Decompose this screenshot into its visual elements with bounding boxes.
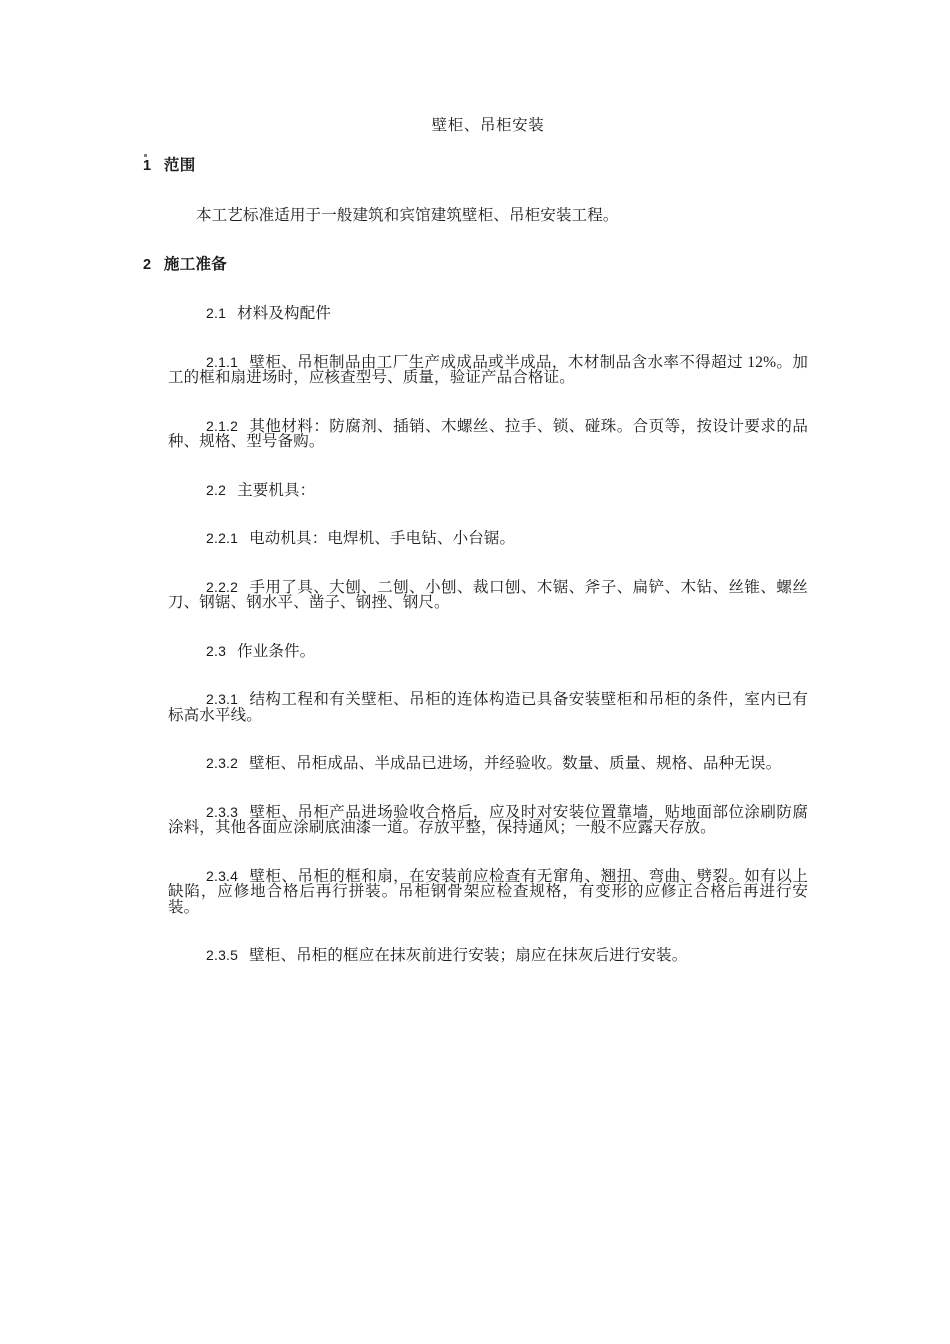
item-text-2-1-1: 壁柜、吊柜制品由工厂生产成成品或半成品，木材制品含水率不得超过 12%。加工的框和扇进场时，应核查型号、质量，验证产品合格证。 bbox=[168, 353, 808, 386]
item-2-2-2 bbox=[143, 580, 808, 611]
item-2-1-2 bbox=[143, 419, 808, 450]
item-2-3-3 bbox=[143, 805, 808, 836]
item-text-2-3-3: 壁柜、吊柜产品进场验收合格后，应及时对安装位置靠墙，贴地面部位涂刷防腐涂料，其他各面应涂刷底油漆一道。存放平整，保持通风；一般不应露天存放。 bbox=[168, 803, 808, 836]
item-text-2-3-2: 壁柜、吊柜成品、半成品已进场，并经验收。数量、质量、规格、品种无误。 bbox=[249, 755, 782, 772]
subheading-text-2-1: 材料及构配件 bbox=[237, 305, 331, 322]
item-text-2-1-2: 其他材料：防腐剂、插销、木螺丝、拉手、锁、碰珠。合页等，按设计要求的品种、规格、型号备购。 bbox=[168, 417, 808, 450]
subheading-2-3 bbox=[143, 644, 808, 660]
item-2-2-1 bbox=[143, 531, 808, 547]
subheading-2-2 bbox=[143, 483, 808, 499]
page-title: 壁柜、吊柜安装 bbox=[431, 117, 545, 134]
item-number-2-1-2: 2.1.2 bbox=[206, 417, 239, 434]
item-number-2-1-1: 2.1.1 bbox=[206, 353, 239, 370]
subheading-text-2-3: 作业条件。 bbox=[237, 642, 316, 660]
subheading-text-2-2: 主要机具： bbox=[237, 481, 316, 499]
item-text-2-3-5: 壁柜、吊柜的框应在抹灰前进行安装；扇应在抹灰后进行安装。 bbox=[249, 947, 688, 964]
item-text-2-2-2: 手用了具、大刨、二刨、小刨、裁口刨、木锯、斧子、扁铲、木钻、丝锥、螺丝刀、钢锯、钢水平、凿子、钢挫、钢尺。 bbox=[168, 578, 808, 611]
heading-number-2: 2 bbox=[143, 256, 152, 273]
heading-number-1: 1 bbox=[143, 157, 152, 174]
subheading-number-2-1: 2.1 bbox=[206, 305, 227, 321]
paragraph-section-1-body: 本工艺标准适用于一般建筑和宾馆建筑壁柜、吊柜安装工程。 bbox=[196, 207, 619, 224]
document-content bbox=[143, 0, 808, 964]
item-number-2-2-2: 2.2.2 bbox=[206, 578, 239, 595]
item-number-2-2-1: 2.2.1 bbox=[206, 530, 239, 546]
heading-text-2: 施工准备 bbox=[163, 255, 228, 273]
item-2-3-4 bbox=[143, 869, 808, 916]
heading-section-2 bbox=[143, 257, 808, 273]
item-2-3-2 bbox=[143, 756, 808, 772]
item-number-2-3-5: 2.3.5 bbox=[206, 947, 239, 963]
heading-section-1 bbox=[143, 158, 808, 174]
item-number-2-3-4: 2.3.4 bbox=[206, 867, 239, 884]
item-2-3-1 bbox=[143, 692, 808, 723]
item-2-3-5 bbox=[143, 948, 808, 964]
item-number-2-3-2: 2.3.2 bbox=[206, 755, 239, 771]
item-text-2-3-1: 结构工程和有关壁柜、吊柜的连体构造已具备安装壁柜和吊柜的条件，室内已有标高水平线。 bbox=[168, 691, 808, 724]
item-text-2-2-1: 电动机具：电焊机、手电钻、小台锯。 bbox=[249, 530, 516, 547]
subheading-2-1 bbox=[143, 306, 808, 322]
item-number-2-3-3: 2.3.3 bbox=[206, 803, 239, 820]
heading-text-1: 范围 bbox=[163, 156, 196, 174]
item-2-1-1 bbox=[143, 355, 808, 386]
item-number-2-3-1: 2.3.1 bbox=[206, 691, 239, 707]
subheading-number-2-2: 2.2 bbox=[206, 481, 227, 498]
item-text-2-3-4: 壁柜、吊柜的框和扇，在安装前应检查有无窜角、翘扭、弯曲、劈裂。如有以上缺陷，应修地合格后再行拼装。吊柜钢骨架应检查规格，有变形的应修正合格后再进行安装。 bbox=[168, 867, 808, 916]
subheading-number-2-3: 2.3 bbox=[206, 642, 227, 659]
